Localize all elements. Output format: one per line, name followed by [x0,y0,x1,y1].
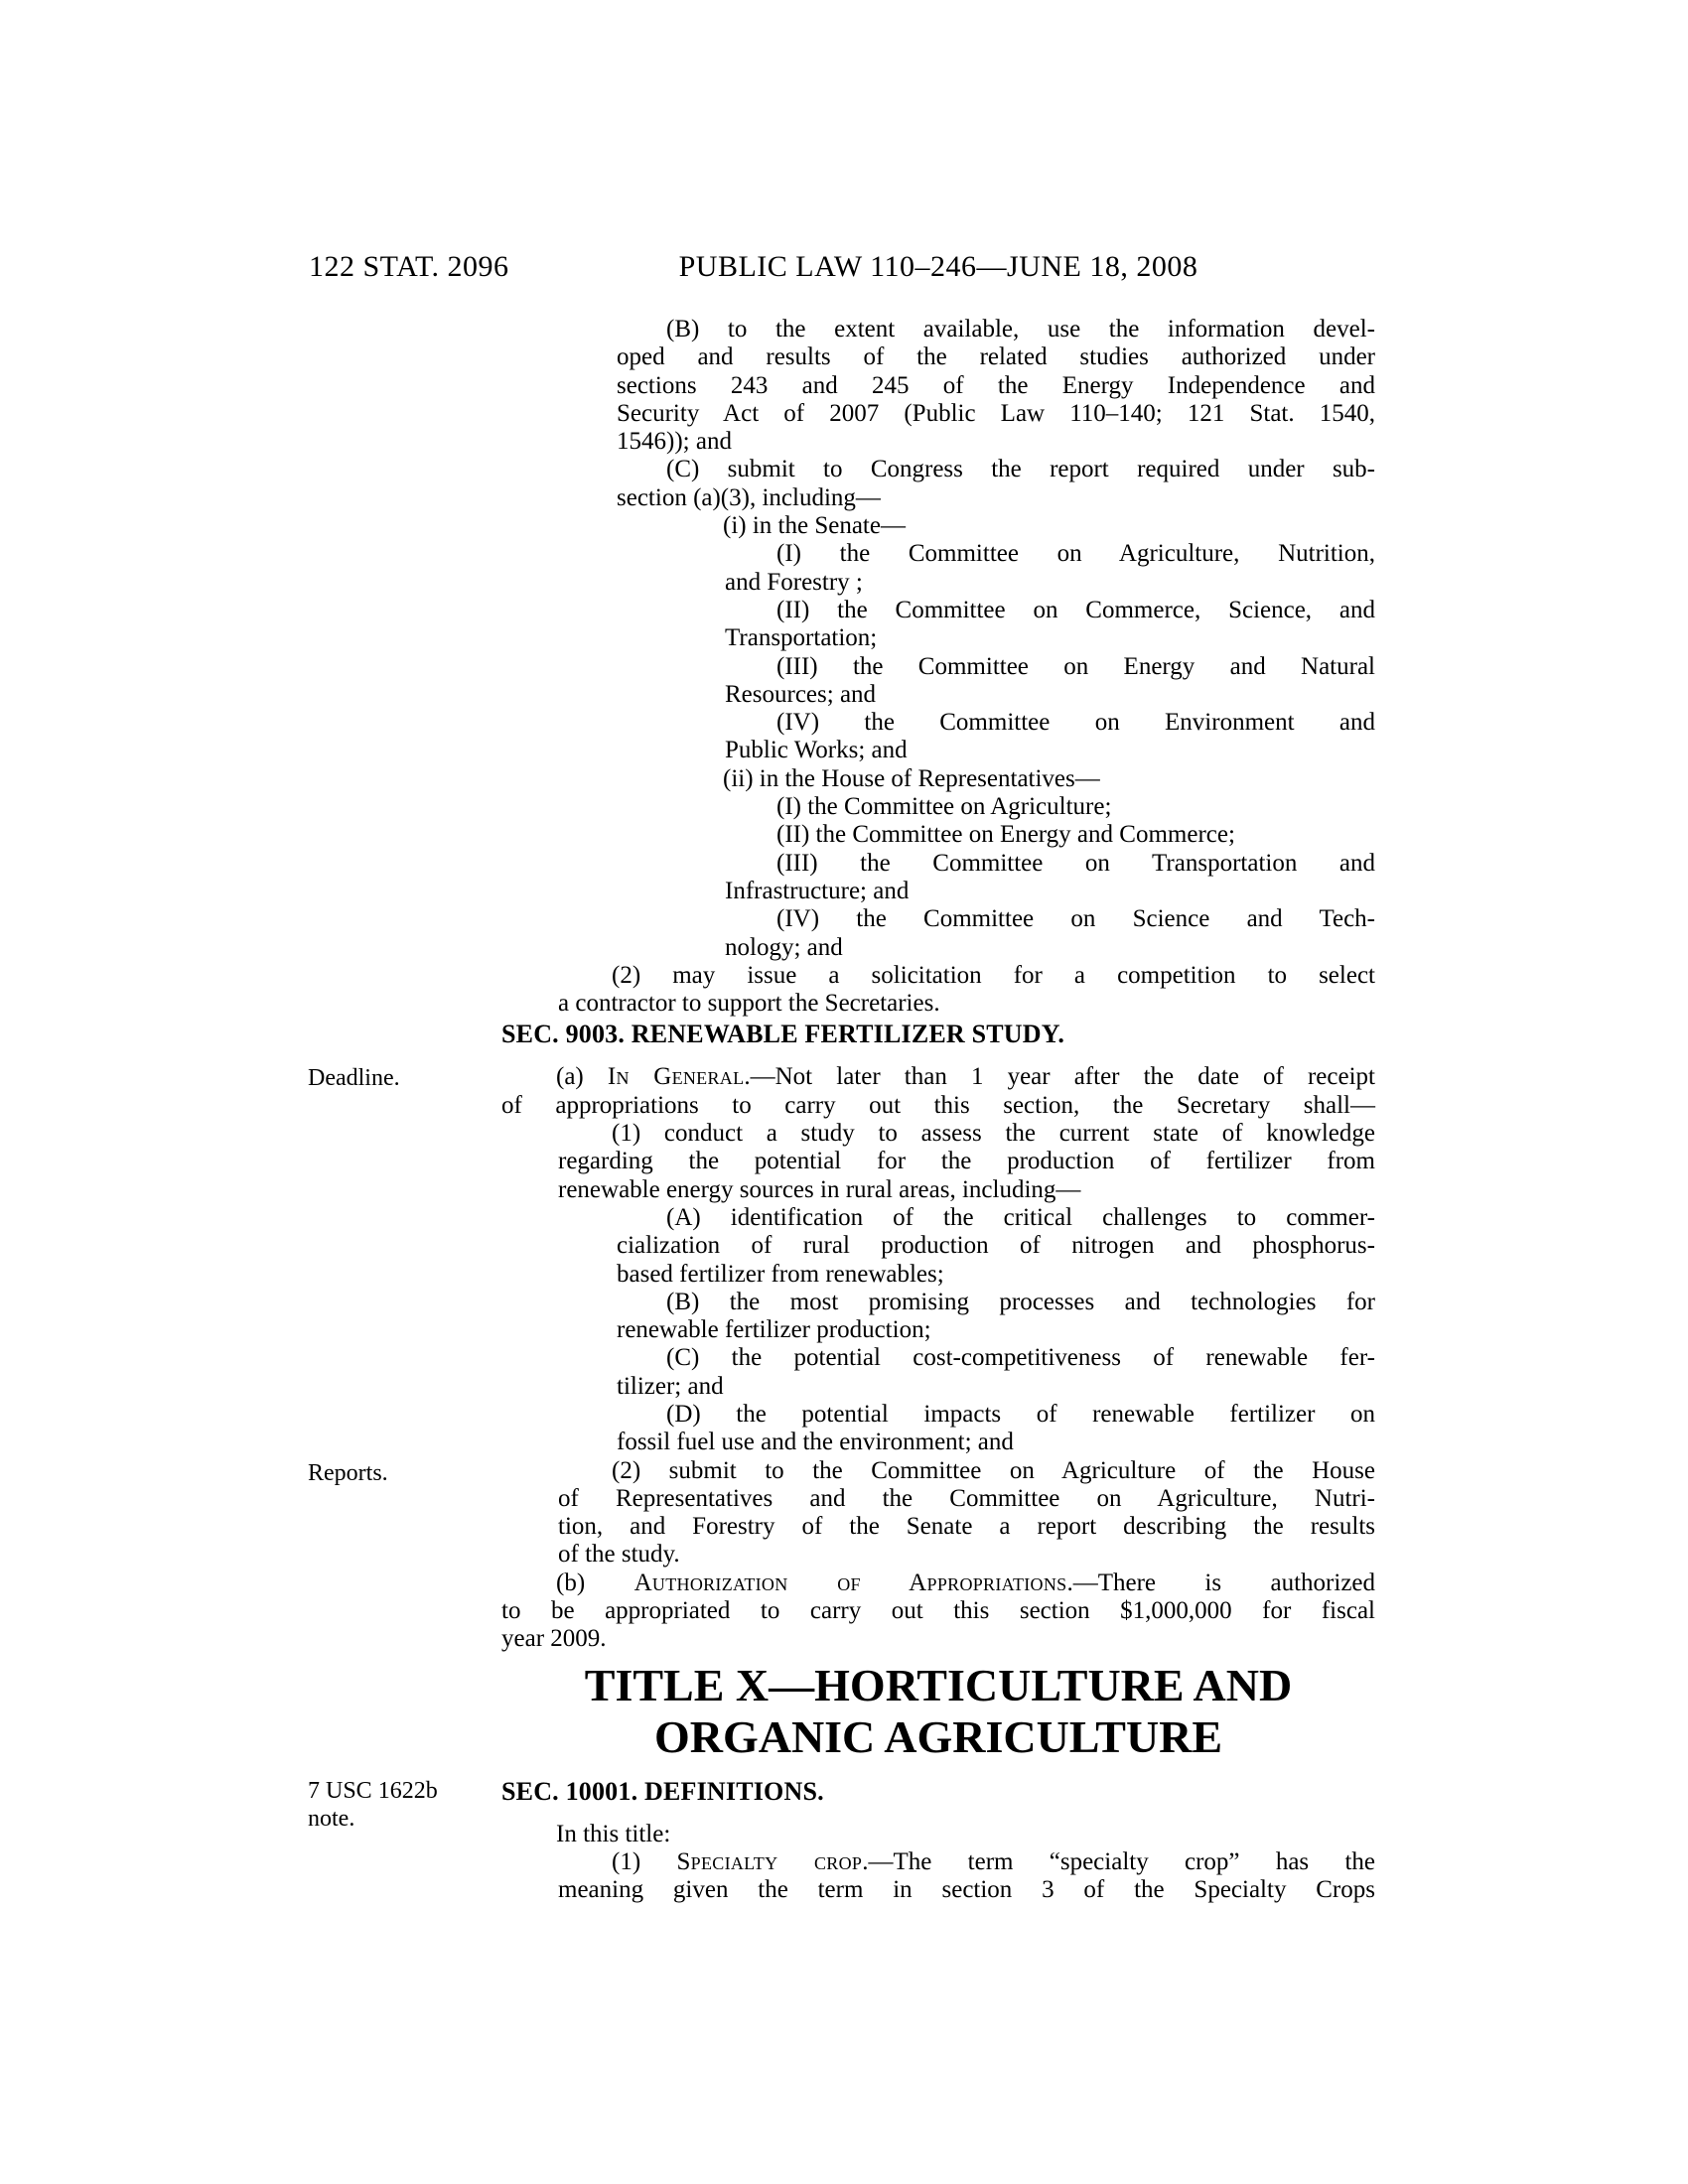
text-line: cialization of rural production of nitrogen and phosphorus- [617,1232,1375,1260]
text-line: (B) to the extent available, use the information devel- [666,316,1375,342]
text-line: year 2009. [501,1625,607,1653]
text-line: fossil fuel use and the environment; and [617,1429,1014,1456]
text-line: to be appropriated to carry out this section $1,000,000 for fiscal [501,1597,1375,1625]
small-caps-term: In General [607,1063,745,1091]
text-line: (2) may issue a solicitation for a competition to select [612,961,1375,989]
text-line: nology; and [725,933,843,961]
text-line: (II) the Committee on Commerce, Science, and [776,596,1375,623]
body-column [501,316,1375,1905]
small-caps-term: Authorization of Appropriations [633,1569,1067,1596]
text-line: Resources; and [725,680,877,708]
text-line: regarding the potential for the production of fertilizer from [558,1148,1375,1175]
text-line: of Representatives and the Committee on Agriculture, Nutri- [558,1484,1375,1512]
text-line: 1546)); and [617,428,732,456]
margin-note: 7 USC 1622b note. [308,1778,438,1832]
stat-page-number: 122 STAT. 2096 [309,250,509,283]
text-line: (A) identification of the critical challenges to commer- [666,1203,1375,1231]
text-line: (I) the Committee on Agriculture, Nutrition, [776,540,1375,568]
text-line: (D) the potential impacts of renewable fertilizer on [666,1400,1375,1428]
text-line: tilizer; and [617,1372,724,1400]
title-line: ORGANIC AGRICULTURE [653,1710,1223,1762]
text-line: (1) conduct a study to assess the current state of knowledge [612,1120,1375,1148]
small-caps-term: Specialty crop [676,1847,863,1875]
text-line: (III) the Committee on Energy and Natural [776,652,1375,680]
text-line: oped and results of the related studies authorized under [617,343,1375,371]
text-line: (2) submit to the Committee on Agriculture of the House [612,1456,1375,1484]
section-heading: SEC. 10001. DEFINITIONS. [501,1776,824,1806]
text-line: based fertilizer from renewables; [617,1260,944,1288]
text-line: Public Works; and [725,737,908,764]
text-line: (III) the Committee on Transportation and [776,849,1375,877]
text-line: (ii) in the House of Representatives— [723,764,1100,792]
title-line: TITLE X—HORTICULTURE AND [584,1659,1293,1710]
section-heading: SEC. 9003. RENEWABLE FERTILIZER STUDY. [501,1020,1065,1049]
text-line: Security Act of 2007 (Public Law 110–140; 121 Stat. 1540, [617,399,1375,427]
text-line: Infrastructure; and [725,877,910,904]
text-line: a contractor to support the Secretaries. [558,990,940,1018]
text-line: In this title: [556,1820,671,1847]
law-running-head: PUBLIC LAW 110–246—JUNE 18, 2008 [678,250,1198,283]
text-line: (IV) the Committee on Environment and [776,709,1375,737]
text-line: (B) the most promising processes and technologies for [666,1288,1375,1315]
text-line: (i) in the Senate— [723,512,906,540]
margin-note: Deadline. [308,1065,400,1091]
text-line: of appropriations to carry out this section, the Secretary shall— [501,1091,1375,1119]
text-line: renewable energy sources in rural areas, including— [558,1175,1081,1203]
text-line: and Forestry ; [725,568,863,596]
text-line: (II) the Committee on Energy and Commerce; [776,821,1235,849]
text-line: renewable fertilizer production; [617,1316,931,1344]
text-line: tion, and Forestry of the Senate a report describing the results [558,1513,1375,1541]
text-line: (C) the potential cost-competitiveness of renewable fer- [666,1344,1375,1372]
text-line: Transportation; [725,624,878,652]
text-line: (1) Specialty crop.—The term “specialty crop” has the [612,1847,1375,1875]
text-line: sections 243 and 245 of the Energy Independence and [617,371,1375,399]
text-line: (a) In General.—Not later than 1 year after the date of receipt [556,1063,1375,1091]
title-heading [501,1660,1375,1763]
text-line: (C) submit to Congress the report required under sub- [666,456,1375,483]
text-line: (b) Authorization of Appropriations.—There is authorized [556,1569,1376,1596]
margin-note: Reports. [308,1460,388,1486]
text-line: section (a)(3), including— [617,483,881,511]
text-line: meaning given the term in section 3 of the Specialty Crops [558,1876,1375,1904]
text-line: (I) the Committee on Agriculture; [776,793,1112,821]
text-line: (IV) the Committee on Science and Tech- [776,905,1375,933]
text-line: of the study. [558,1541,680,1569]
